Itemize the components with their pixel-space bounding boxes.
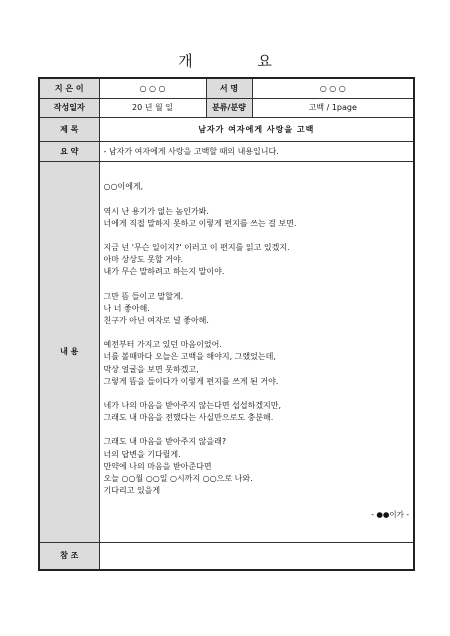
subject-row (39, 117, 414, 141)
signature-label: 서 명 (206, 78, 252, 98)
document-title: 개 요 (178, 52, 302, 70)
letter-paragraph (104, 206, 410, 230)
letter-paragraph (104, 339, 410, 388)
letter-signature: - ●●이가 - (371, 510, 409, 520)
letter-paragraph (104, 242, 410, 279)
letter-line: 지금 넌 '무슨 일이지?' 이러고 이 편지를 읽고 있겠지. (103, 242, 290, 252)
subject-value: 남자가 여자에게 사랑을 고백 (99, 117, 414, 141)
signature-value: ○ ○ ○ (252, 78, 414, 98)
letter-line: 역시 난 용기가 없는 놈인가봐. (103, 206, 209, 216)
letter-line: 만약에 나의 마음을 받아준다면 (103, 461, 212, 471)
author-label: 지 은 이 (39, 78, 99, 98)
author-value: ○ ○ ○ (99, 78, 206, 98)
letter-line: 막상 얼굴을 보면 못하겠고, (103, 364, 199, 374)
letter-line: 아마 상상도 못할 거야. (103, 255, 184, 265)
date-value: 20 년 월 일 (99, 98, 206, 117)
summary-row (39, 141, 414, 161)
letter-line: 너에게 직접 말하지 못하고 이렇게 편지를 쓰는 걸 보면. (103, 218, 297, 228)
letter-line: 친구가 아닌 여자로 널 좋아해. (103, 315, 209, 325)
reference-value (99, 542, 414, 570)
reference-row (39, 542, 414, 570)
letter-line: 그래도 내 마음을 받아주지 않을래? (103, 437, 227, 447)
letter-line: 예전부터 가지고 있던 마음이었어. (103, 340, 222, 350)
letter-line: 너를 볼때마다 오늘은 고백을 해야지, 그랬었는데, (103, 352, 276, 362)
subject-label: 제 목 (39, 117, 99, 141)
letter-line: 나 너 좋아해. (103, 303, 150, 313)
letter-paragraph (104, 400, 410, 424)
category-value: 고백 / 1page (252, 98, 414, 117)
summary-value: - 남자가 여자에게 사랑을 고백할 때의 내용입니다. (99, 141, 414, 161)
letter-paragraph (104, 436, 410, 497)
category-label: 분류/분량 (206, 98, 252, 117)
letter-line: 너의 답변을 기다릴게. (103, 449, 181, 459)
summary-form-table (38, 77, 415, 571)
letter-body (99, 161, 414, 542)
letter-line: 내가 무슨 말하려고 하는지 말이야. (103, 267, 225, 277)
letter-line: 네가 나의 마음을 받아주지 않는다면 섭섭하겠지만, (103, 401, 282, 410)
letter-line: 오늘 ○○월 ○○일 ○시까지 ○○으로 나와. (103, 474, 253, 484)
letter-line: 기다리고 있을게 (103, 486, 161, 496)
date-label: 작성일자 (39, 98, 99, 117)
date-row (39, 98, 414, 117)
reference-label: 참 조 (39, 542, 99, 570)
letter-paragraphs (104, 181, 410, 497)
summary-label: 요 약 (39, 141, 99, 161)
letter-line: 그렇게 뜸을 들이다가 이렇게 편지를 쓰게 된 거야. (103, 376, 279, 386)
letter-paragraph (104, 291, 410, 328)
content-row (39, 161, 414, 542)
letter-line: 그래도 내 마음을 전했다는 사실만으로도 충분해. (103, 413, 274, 423)
letter-line: 그만 뜸 들이고 말할게. (103, 291, 184, 301)
author-row (39, 78, 414, 98)
content-label: 내 용 (39, 161, 99, 542)
letter-paragraph (104, 181, 410, 193)
letter-line: ○○이에게, (103, 182, 144, 192)
